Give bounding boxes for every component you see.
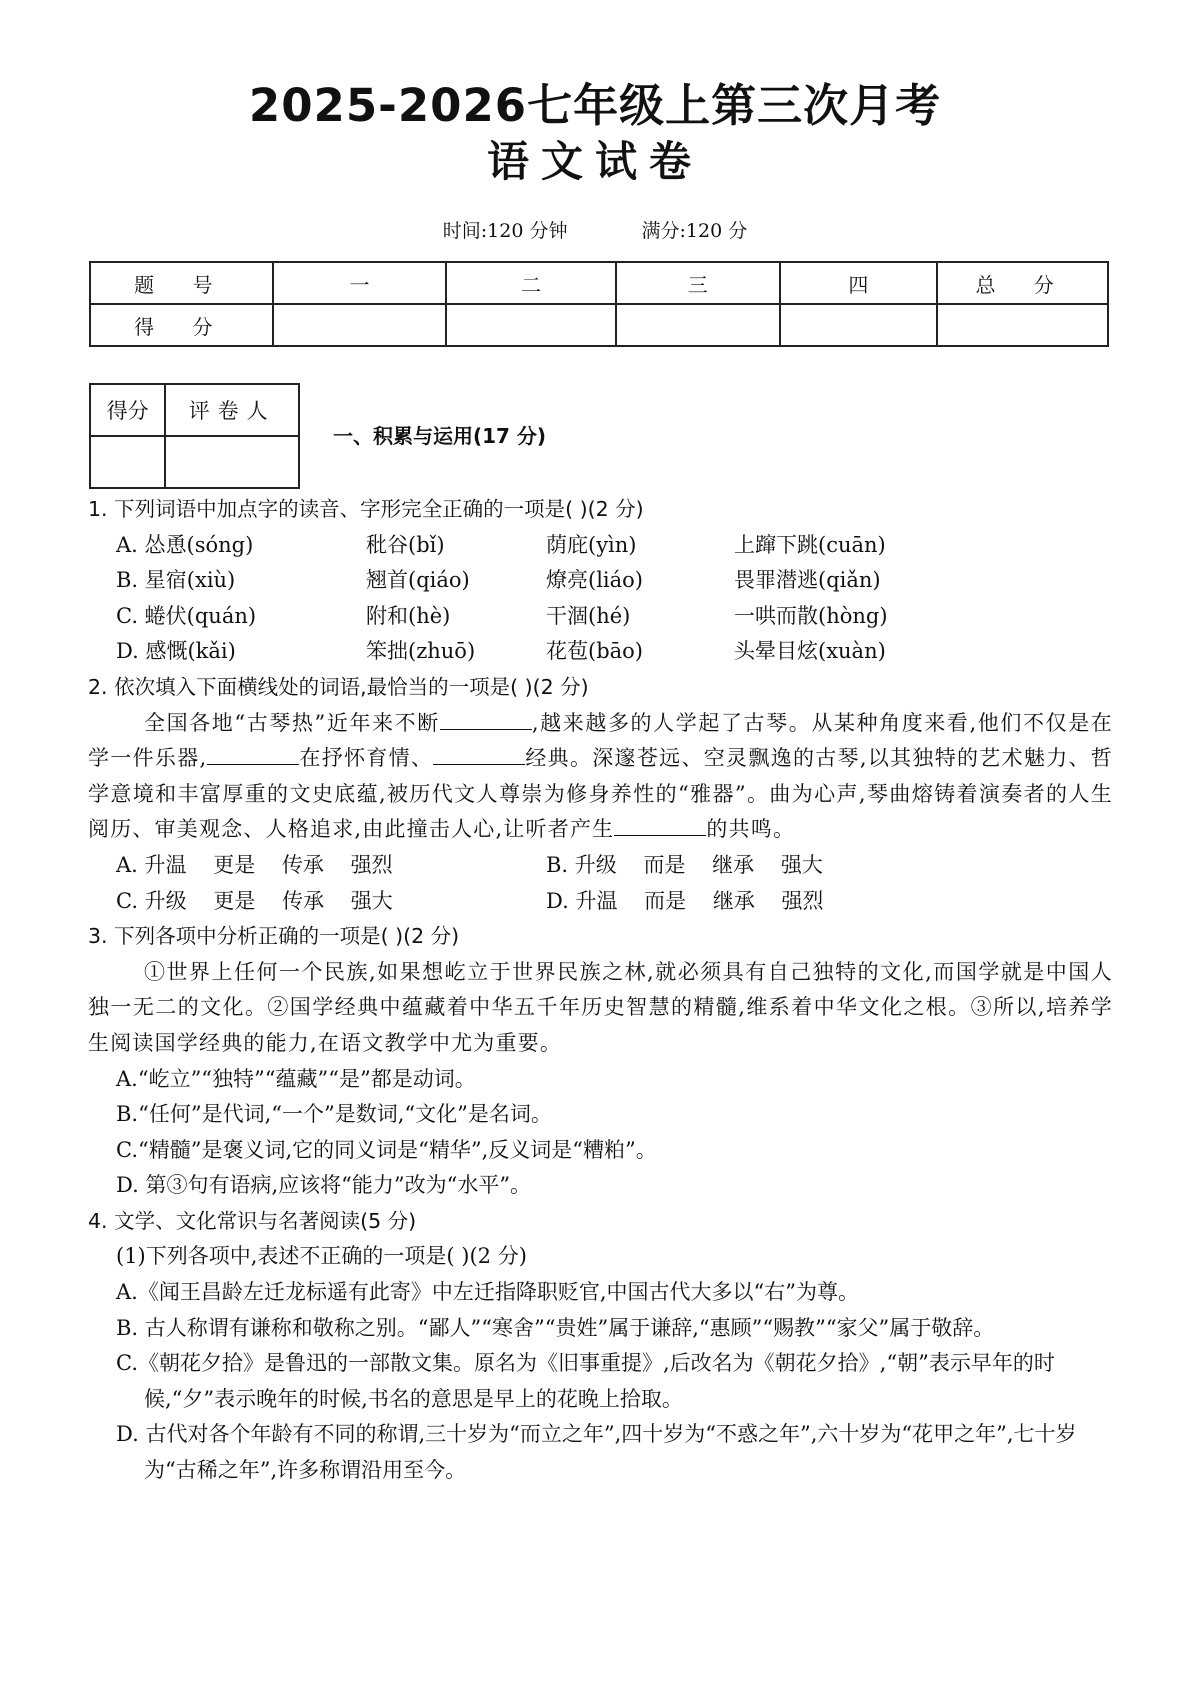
option-word: A. 怂恿(sóng) bbox=[116, 532, 254, 557]
score-table-cell: 三 bbox=[616, 262, 780, 304]
score-table-cell: 题 号 bbox=[90, 262, 273, 304]
fill-blank[interactable] bbox=[614, 815, 706, 836]
question-1-option[interactable] bbox=[88, 634, 1113, 670]
score-input-cell[interactable] bbox=[446, 304, 616, 346]
option-word: C. 蜷伏(quán) bbox=[116, 603, 257, 628]
grader-score-cell[interactable] bbox=[90, 436, 165, 488]
score-table-cell: 总 分 bbox=[937, 262, 1108, 304]
question-3-option[interactable]: B.“任何”是代词,“一个”是数词,“文化”是名词。 bbox=[116, 1102, 552, 1127]
option-word: 秕谷(bǐ) bbox=[366, 532, 445, 557]
score-table-cell: 二 bbox=[446, 262, 616, 304]
grader-name-label: 评卷人 bbox=[165, 384, 299, 436]
option-word: 头晕目炫(xuàn) bbox=[734, 639, 886, 664]
question-2-options bbox=[88, 848, 1113, 919]
questions bbox=[88, 492, 1113, 1489]
question-2-option[interactable]: C. 升级 更是 传承 强大 bbox=[116, 888, 393, 913]
grader-score-label: 得分 bbox=[90, 384, 165, 436]
time-limit: 时间:120 分钟 bbox=[442, 220, 568, 242]
option-word: 笨拙(zhuō) bbox=[366, 639, 476, 664]
question-3-stem: 3. 下列各项中分析正确的一项是( )(2 分) bbox=[88, 924, 460, 949]
score-table bbox=[89, 261, 1109, 347]
grader-name-cell[interactable] bbox=[165, 436, 299, 488]
option-word: 花苞(bāo) bbox=[546, 639, 643, 664]
score-row-label: 得 分 bbox=[90, 304, 273, 346]
option-word: 附和(hè) bbox=[366, 603, 451, 628]
question-3-option[interactable]: A.“屹立”“独特”“蕴藏”“是”都是动词。 bbox=[116, 1066, 476, 1091]
passage-text: 全国各地“古琴热”近年来不断 bbox=[144, 710, 440, 735]
passage-text: 的共鸣。 bbox=[706, 817, 796, 842]
option-word: B. 星宿(xiù) bbox=[116, 568, 236, 593]
score-input-cell[interactable] bbox=[780, 304, 938, 346]
option-word: 一哄而散(hòng) bbox=[734, 603, 888, 628]
question-4-option[interactable]: A.《闻王昌龄左迁龙标遥有此寄》中左迁指降职贬官,中国古代大多以“右”为尊。 bbox=[116, 1280, 859, 1305]
exam-title: 2025-2026七年级上第三次月考 bbox=[248, 79, 942, 132]
question-4-option[interactable]: B. 古人称谓有谦称和敬称之别。“鄙人”“寒舍”“贵姓”属于谦辞,“惠顾”“赐教”“家父”属于敬辞。 bbox=[116, 1315, 995, 1340]
passage-text: ,越来越多的人学起了古琴。从某种角度来看,他们不仅是在学一件乐器, bbox=[88, 710, 1114, 771]
full-score: 满分:120 分 bbox=[641, 220, 748, 242]
question-4-option[interactable]: D. 古代对各个年龄有不同的称谓,三十岁为“而立之年”,四十岁为“不惑之年”,六十岁为“花甲之年”,七十岁为“古稀之年”,许多称谓沿用至今。 bbox=[116, 1422, 1077, 1483]
score-input-cell[interactable] bbox=[937, 304, 1108, 346]
option-word: 燎亮(liáo) bbox=[546, 568, 643, 593]
passage-text: 在抒怀育情、 bbox=[299, 746, 434, 771]
question-1-stem: 1. 下列词语中加点字的读音、字形完全正确的一项是( )(2 分) bbox=[88, 497, 644, 521]
fill-blank[interactable] bbox=[207, 744, 299, 765]
question-1-option[interactable] bbox=[88, 563, 1113, 599]
question-2-option[interactable]: A. 升温 更是 传承 强烈 bbox=[116, 852, 393, 877]
option-word: 荫庇(yìn) bbox=[546, 532, 637, 557]
question-2-passage bbox=[88, 706, 1113, 848]
section-heading: 一、积累与运用(17 分) bbox=[333, 424, 547, 448]
question-1-option[interactable] bbox=[88, 528, 1113, 564]
score-table-cell: 四 bbox=[780, 262, 938, 304]
question-4-option[interactable]: C.《朝花夕拾》是鲁迅的一部散文集。原名为《旧事重提》,后改名为《朝花夕拾》,“朝”表示早年的时候,“夕”表示晚年的时候,书名的意思是早上的花晚上拾取。 bbox=[116, 1351, 1055, 1411]
option-word: 上蹿下跳(cuān) bbox=[734, 532, 886, 557]
passage-text: 经典。深邃苍远、空灵飘逸的古琴,以其独特的艺术魅力、哲学意境和丰富厚重的文史底蕴,被历代文人尊崇为修身养性的“雅器”。曲为心声,琴曲熔铸着演奏者的人生阅历、审美观念、人格追求,由此撞击人心,让听者产生 bbox=[88, 746, 1113, 842]
question-2-option[interactable]: D. 升温 而是 继承 强烈 bbox=[546, 888, 824, 913]
question-4-stem: 4. 文学、文化常识与名著阅读(5 分) bbox=[88, 1208, 417, 1233]
question-1-option[interactable] bbox=[88, 599, 1113, 635]
option-word: 干涸(hé) bbox=[546, 603, 631, 628]
score-table-cell: 一 bbox=[273, 262, 447, 304]
exam-meta bbox=[0, 218, 1190, 244]
fill-blank[interactable] bbox=[433, 744, 525, 765]
question-3-option[interactable]: C.“精髓”是褒义词,它的同义词是“精华”,反义词是“糟粕”。 bbox=[116, 1137, 657, 1162]
question-4-sub1: (1)下列各项中,表述不正确的一项是( )(2 分) bbox=[116, 1244, 527, 1269]
grader-box bbox=[89, 383, 300, 489]
score-input-cell[interactable] bbox=[616, 304, 780, 346]
score-table-score-row bbox=[90, 304, 1108, 346]
question-2-option[interactable]: B. 升级 而是 继承 强大 bbox=[546, 852, 823, 877]
option-word: 畏罪潜逃(qiǎn) bbox=[734, 568, 881, 593]
question-3-passage: ①世界上任何一个民族,如果想屹立于世界民族之林,就必须具有自己独特的文化,而国学就是中国人独一无二的文化。②国学经典中蕴藏着中华五千年历史智慧的精髓,维系着中华文化之根。③所以,培养学生阅读国学经典的能力,在语文教学中尤为重要。 bbox=[88, 959, 1113, 1055]
exam-subtitle: 语文试卷 bbox=[486, 137, 703, 186]
fill-blank[interactable] bbox=[440, 709, 532, 730]
option-word: 翘首(qiáo) bbox=[366, 568, 470, 593]
score-input-cell[interactable] bbox=[273, 304, 447, 346]
score-table-header-row bbox=[90, 262, 1108, 304]
question-3-option[interactable]: D. 第③句有语病,应该将“能力”改为“水平”。 bbox=[116, 1173, 532, 1198]
question-2-stem: 2. 依次填入下面横线处的词语,最恰当的一项是( )(2 分) bbox=[88, 674, 589, 699]
option-word: D. 感慨(kǎi) bbox=[116, 639, 236, 664]
